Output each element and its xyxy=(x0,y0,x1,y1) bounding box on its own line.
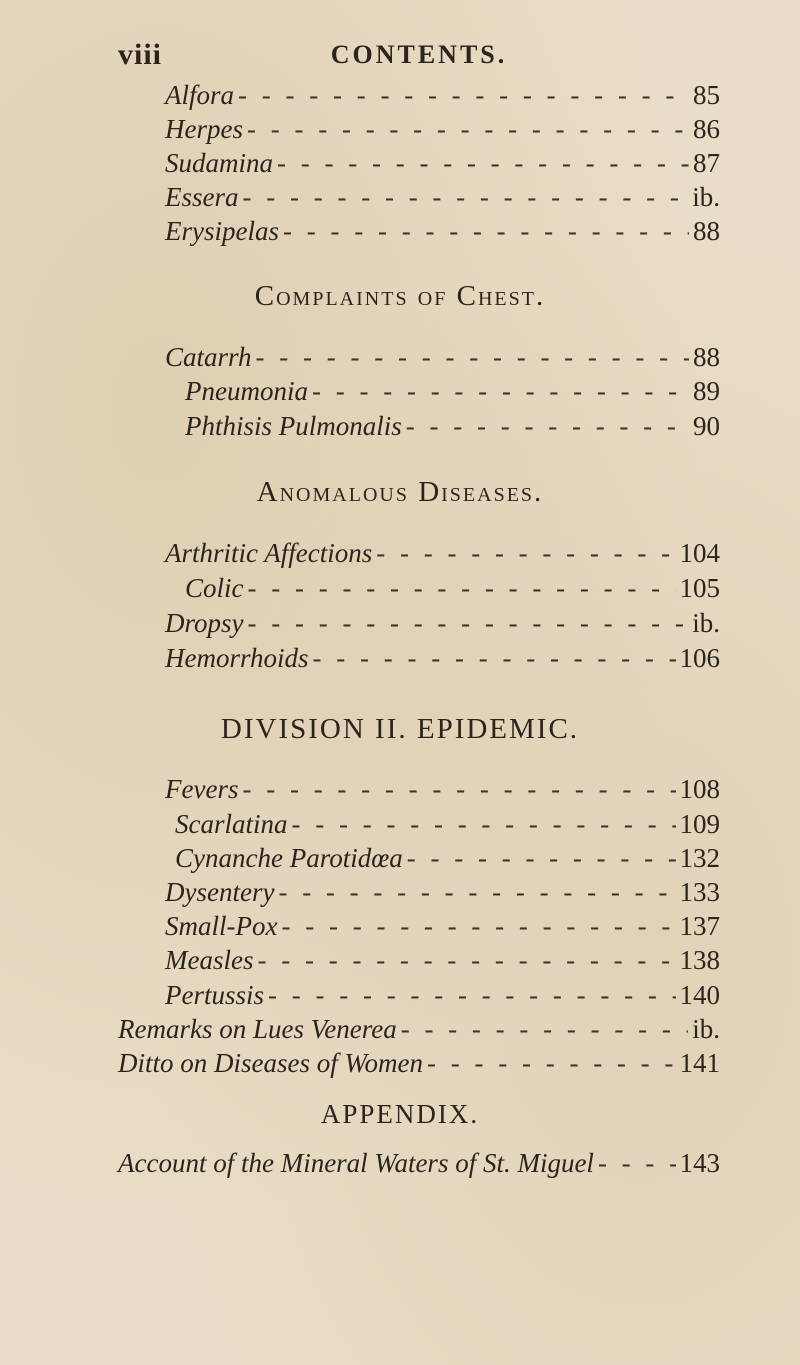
toc-entry xyxy=(185,376,720,412)
dot-leader xyxy=(238,80,689,111)
entry-page: 85 xyxy=(693,80,720,110)
entry-title: Arthritic Affections xyxy=(165,538,373,568)
dot-leader xyxy=(256,342,689,373)
entry-page: 143 xyxy=(679,1148,720,1178)
entry-page: 105 xyxy=(679,573,720,603)
toc-entry xyxy=(185,411,720,447)
toc-entry xyxy=(165,148,720,184)
entry-title: Cynanche Parotidœa xyxy=(175,843,403,873)
toc-entry xyxy=(165,80,720,116)
toc-entry xyxy=(165,911,720,947)
dot-leader xyxy=(401,1014,689,1045)
toc-entry xyxy=(165,182,720,218)
entry-title: Measles xyxy=(165,945,254,975)
dot-leader xyxy=(278,877,675,908)
dot-leader xyxy=(257,945,675,976)
toc-entry xyxy=(165,608,720,644)
entry-title: Dysentery xyxy=(165,877,275,907)
dot-leader xyxy=(277,148,689,179)
toc-entry xyxy=(165,643,720,679)
entry-page: 106 xyxy=(679,643,720,673)
entry-page: 141 xyxy=(679,1048,720,1078)
appendix-heading: APPENDIX. xyxy=(320,1099,480,1129)
dot-leader xyxy=(313,643,676,674)
entry-title: Essera xyxy=(165,182,239,212)
section-heading: Complaints of Chest. xyxy=(254,280,546,312)
dot-leader xyxy=(376,538,675,569)
entry-page: 89 xyxy=(693,376,720,406)
entry-title: Catarrh xyxy=(165,342,252,372)
page-number: viii xyxy=(118,38,163,71)
toc-entry xyxy=(175,843,720,879)
division-heading: DIVISION II. EPIDEMIC. xyxy=(220,713,580,745)
entry-page: ib. xyxy=(692,182,720,212)
dot-leader xyxy=(283,216,689,247)
dot-leader xyxy=(247,114,689,145)
entry-page: 104 xyxy=(679,538,720,568)
dot-leader xyxy=(242,774,675,805)
entry-page: ib. xyxy=(692,1014,720,1044)
entry-title: Sudamina xyxy=(165,148,273,178)
entry-page: 133 xyxy=(679,877,720,907)
entry-title: Small-Pox xyxy=(165,911,278,941)
toc-entry xyxy=(165,216,720,252)
dot-leader xyxy=(427,1048,676,1079)
entry-page: 109 xyxy=(679,809,720,839)
dot-leader xyxy=(248,573,676,604)
dot-leader xyxy=(312,376,689,407)
entry-title: Colic xyxy=(185,573,244,603)
toc-entry xyxy=(165,945,720,981)
toc-entry xyxy=(118,1048,720,1084)
toc-entry xyxy=(175,809,720,845)
toc-entry xyxy=(118,1148,720,1184)
dot-leader xyxy=(281,911,675,942)
entry-title: Pneumonia xyxy=(185,376,308,406)
entry-page: 132 xyxy=(679,843,720,873)
entry-title: Herpes xyxy=(165,114,243,144)
entry-title: Ditto on Diseases of Women xyxy=(118,1048,423,1078)
entry-page: 90 xyxy=(693,411,720,441)
entry-title: Erysipelas xyxy=(165,216,279,246)
entry-page: 88 xyxy=(693,342,720,372)
entry-page: 87 xyxy=(693,148,720,178)
entry-page: 88 xyxy=(693,216,720,246)
dot-leader xyxy=(243,182,689,213)
toc-entry xyxy=(165,774,720,810)
dot-leader xyxy=(292,809,676,840)
dot-leader xyxy=(406,411,689,442)
toc-entry xyxy=(118,1014,720,1050)
section-heading: Anomalous Diseases. xyxy=(256,476,544,508)
dot-leader xyxy=(407,843,676,874)
entry-page: ib. xyxy=(692,608,720,638)
toc-entry xyxy=(165,114,720,150)
entry-title: Remarks on Lues Venerea xyxy=(118,1014,397,1044)
toc-entry xyxy=(165,342,720,378)
entry-page: 137 xyxy=(679,911,720,941)
running-title: CONTENTS. xyxy=(330,40,508,69)
entry-title: Phthisis Pulmonalis xyxy=(185,411,402,441)
toc-entry xyxy=(165,538,720,574)
entry-page: 108 xyxy=(679,774,720,804)
entry-title: Account of the Mineral Waters of St. Miguel xyxy=(118,1148,594,1178)
dot-leader xyxy=(598,1148,676,1179)
entry-title: Hemorrhoids xyxy=(165,643,309,673)
toc-entry xyxy=(165,980,720,1016)
entry-page: 140 xyxy=(679,980,720,1010)
entry-title: Dropsy xyxy=(165,608,244,638)
dot-leader xyxy=(248,608,689,639)
entry-title: Alfora xyxy=(165,80,235,110)
entry-page: 86 xyxy=(693,114,720,144)
toc-entry xyxy=(165,877,720,913)
entry-title: Scarlatina xyxy=(175,809,288,839)
page-header xyxy=(118,38,720,71)
entry-title: Fevers xyxy=(165,774,239,804)
toc-entry xyxy=(185,573,720,609)
entry-title: Pertussis xyxy=(165,980,265,1010)
entry-page: 138 xyxy=(679,945,720,975)
dot-leader xyxy=(268,980,675,1011)
